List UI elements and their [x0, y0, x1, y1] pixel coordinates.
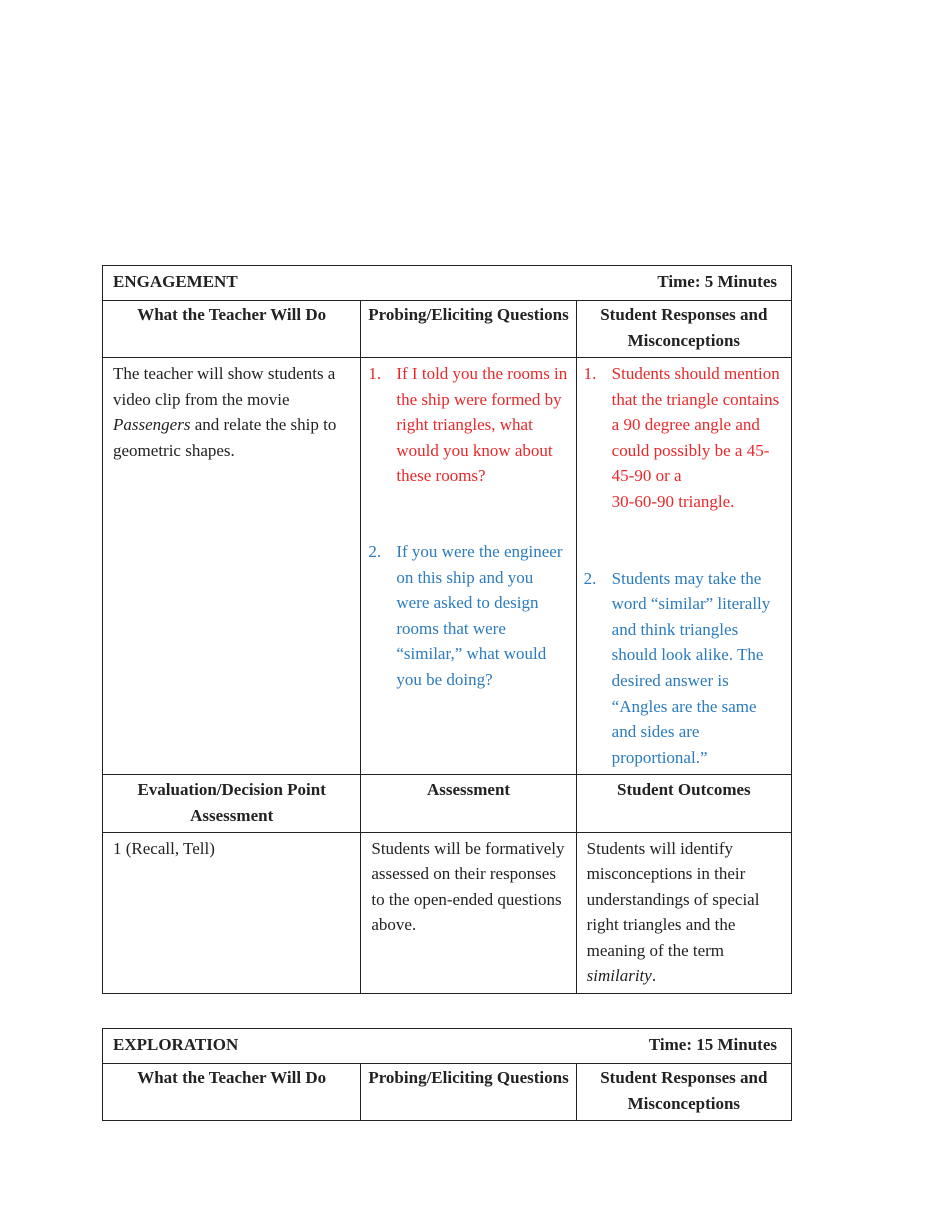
response-number: 2. — [583, 568, 597, 588]
section-title: EXPLORATION — [113, 1035, 239, 1054]
question-number: 2. — [368, 541, 382, 561]
questions-cell — [361, 358, 576, 775]
header-questions: Probing/Eliciting Questions — [361, 1064, 576, 1121]
question-item — [368, 539, 569, 693]
section-time: Time: 15 Minutes — [648, 1035, 777, 1054]
question-item — [368, 361, 569, 489]
exploration-section-header — [103, 1029, 792, 1064]
outcomes-end: . — [651, 966, 657, 986]
outcomes-cell — [576, 832, 791, 994]
assessment-cell: Students will be formatively assessed on their responses to the open-ended questions above. — [361, 832, 576, 994]
response-item — [584, 566, 785, 771]
section-time: Time: 5 Minutes — [657, 272, 777, 291]
section-title: ENGAGEMENT — [113, 272, 238, 291]
movie-title: Passengers — [113, 415, 191, 435]
header-teacher: What the Teacher Will Do — [103, 301, 361, 358]
header-evaluation: Evaluation/Decision Point Assessment — [103, 775, 361, 832]
header-outcomes: Student Outcomes — [576, 775, 791, 832]
outcomes-term: similarity — [586, 966, 652, 986]
header-teacher: What the Teacher Will Do — [103, 1064, 361, 1121]
response-item — [584, 361, 785, 515]
header-questions: Probing/Eliciting Questions — [361, 301, 576, 358]
teacher-text-end: and relate the ship to geometric shapes. — [113, 415, 337, 460]
response-text: Students may take the word “similar” literally and think triangles should look alike. The desired answer is “Angles are the same and sides are proportional.” — [611, 568, 771, 767]
evaluation-cell: 1 (Recall, Tell) — [103, 832, 361, 994]
question-text: If you were the engineer on this ship and you were asked to design rooms that were “similar,” what would you be doing? — [396, 541, 563, 689]
engagement-table — [102, 265, 792, 994]
response-number: 1. — [583, 364, 597, 383]
teacher-cell — [103, 358, 361, 775]
exploration-table — [102, 1028, 792, 1121]
header-responses: Student Responses and Misconceptions — [576, 301, 791, 358]
question-number: 1. — [368, 364, 382, 383]
responses-cell — [576, 358, 791, 775]
outcomes-text: Students will identify misconceptions in their understandings of special right triangles and the meaning of the term — [586, 838, 760, 960]
teacher-text: The teacher will show students a video clip from the movie — [113, 364, 336, 409]
response-text-b: 30-60-90 triangle. — [611, 491, 735, 511]
header-responses: Student Responses and Misconceptions — [576, 1064, 791, 1121]
header-assessment: Assessment — [361, 775, 576, 832]
engagement-section-header — [103, 266, 792, 301]
question-text: If I told you the rooms in the ship were formed by right triangles, what would you know about these rooms? — [396, 364, 568, 486]
response-text-a: Students should mention that the triangle contains a 90 degree angle and could possibly be a 45-45-90 or a — [611, 364, 780, 486]
response-text — [612, 361, 785, 515]
